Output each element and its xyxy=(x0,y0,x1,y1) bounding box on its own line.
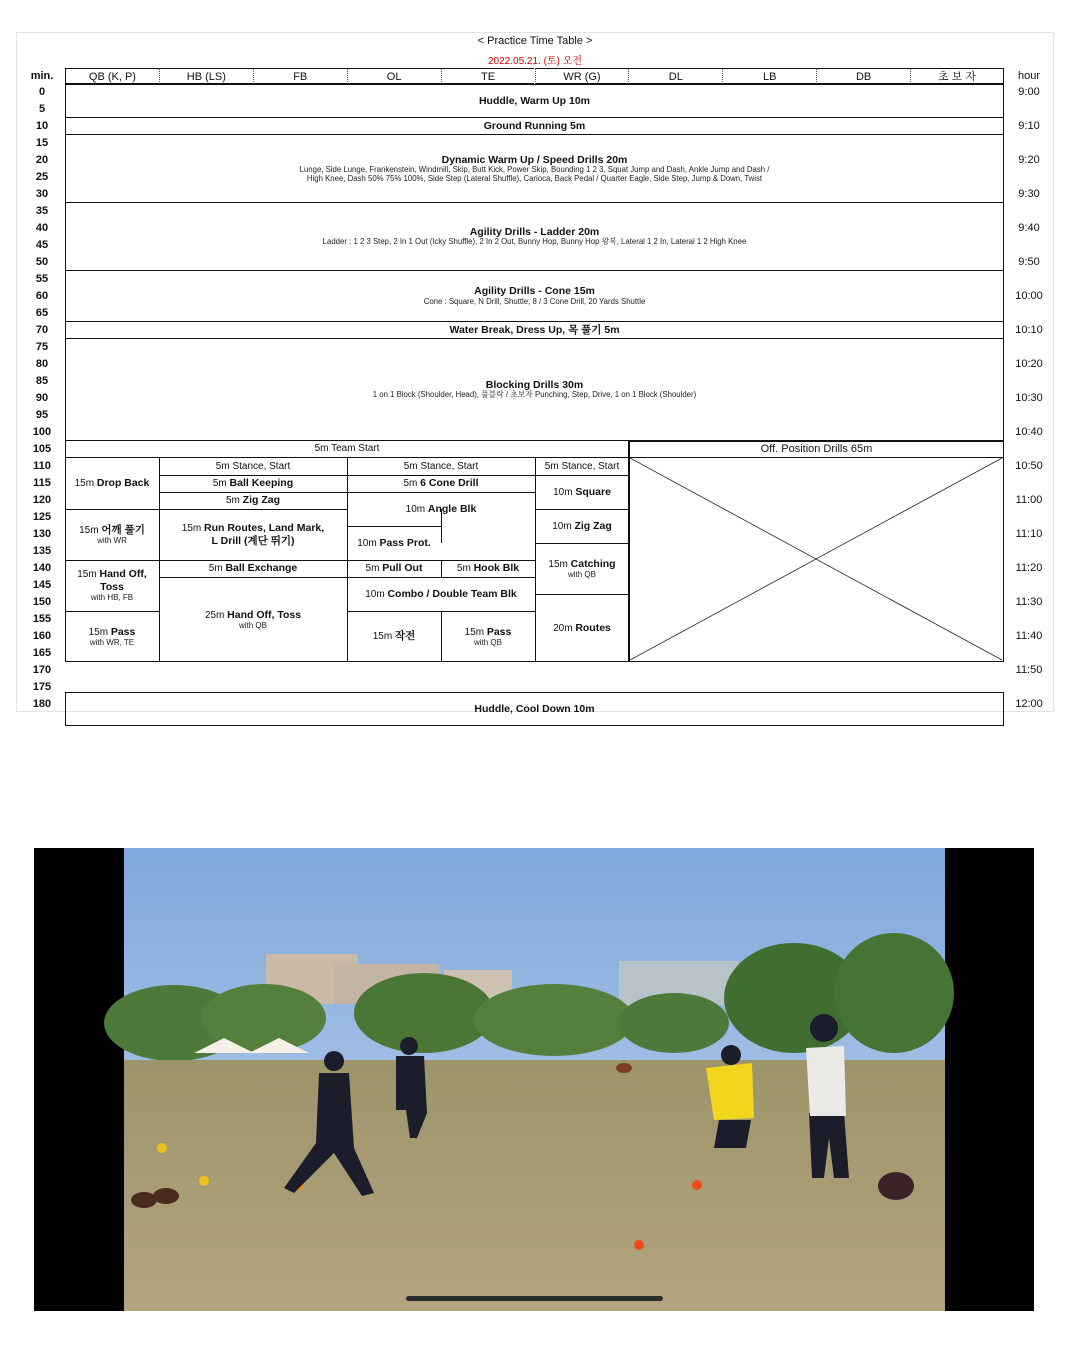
drill-partner: with WR, TE xyxy=(89,638,135,648)
minute-label: 75 xyxy=(35,341,49,353)
photo-content xyxy=(104,848,954,1311)
minute-label: 40 xyxy=(35,222,49,234)
drill-ol-pull-out xyxy=(347,560,441,577)
drill-minutes: 15m xyxy=(74,478,95,490)
minute-label: 50 xyxy=(35,256,49,268)
drill-minutes: 5m xyxy=(403,460,418,472)
drill-te-pass xyxy=(441,611,535,662)
hour-column-header: hour xyxy=(1017,70,1041,82)
drill-minutes: 10m xyxy=(365,588,385,600)
drill-hb-run-routes xyxy=(159,509,347,560)
drill-name: Stance, Start xyxy=(420,460,479,472)
drill-name: 어깨 풀기 xyxy=(101,523,145,536)
session-label: Dynamic Warm Up / Speed Drills 20m xyxy=(441,153,628,166)
drill-name: 작전 xyxy=(394,630,416,643)
drill-name: Pass xyxy=(486,625,512,638)
position-header: OL xyxy=(347,68,441,84)
drill-minutes: 15m xyxy=(548,558,568,570)
minute-label: 120 xyxy=(32,494,52,506)
minute-label: 145 xyxy=(32,579,52,591)
session-huddle-warmup xyxy=(65,84,1004,118)
drill-name: Routes xyxy=(575,621,611,634)
session-label: Huddle, Warm Up 10m xyxy=(478,94,591,107)
hour-label: 9:30 xyxy=(1018,188,1040,200)
drill-ol-six-cone xyxy=(347,475,535,492)
session-detail: 1 on 1 Block (Shoulder, Head), 풀블락 / 초보자 Punching, Step, Drive, 1 on 1 Block (Shoulder) xyxy=(372,390,697,400)
session-label: Agility Drills - Ladder 20m xyxy=(469,225,600,238)
drill-minutes: 5m xyxy=(208,563,223,575)
empty-cross-box xyxy=(629,458,1004,662)
session-blocking-drills xyxy=(65,339,1004,441)
practice-timetable xyxy=(16,32,1054,715)
session-label: Off. Position Drills 65m xyxy=(760,443,873,456)
minute-label: 35 xyxy=(35,205,49,217)
hour-label: 11:00 xyxy=(1015,494,1043,506)
drill-name: Pass xyxy=(110,625,136,638)
drill-name: Drop Back xyxy=(96,477,150,490)
drill-minutes: 15m xyxy=(88,626,109,638)
drill-name: Pass Prot. xyxy=(379,536,431,549)
position-header: TE xyxy=(441,68,535,84)
drill-minutes: 15m xyxy=(79,524,99,536)
drill-ol-stance xyxy=(347,458,535,475)
drill-minutes: 10m xyxy=(357,537,377,549)
minute-label: 45 xyxy=(35,239,49,251)
drill-name: Pull Out xyxy=(382,562,423,575)
minute-label: 175 xyxy=(32,681,52,693)
drill-name: Ball Keeping xyxy=(229,477,294,490)
session-agility-ladder xyxy=(65,203,1004,271)
drill-hb-ball-exchange xyxy=(159,560,347,577)
drill-qb-hand-off xyxy=(65,560,159,611)
minute-label: 15 xyxy=(35,137,49,149)
drill-partner: with WR xyxy=(97,536,127,546)
minute-label: 0 xyxy=(38,86,46,98)
drill-hb-ball-keeping xyxy=(159,475,347,492)
position-header: DL xyxy=(628,68,722,84)
drill-minutes: 5m xyxy=(456,563,471,575)
drill-partner: with QB xyxy=(473,638,502,648)
drill-name: Run Routes, Land Mark, xyxy=(204,522,325,534)
drill-name: 6 Cone Drill xyxy=(420,477,479,490)
session-label: Huddle, Cool Down 10m xyxy=(474,702,595,715)
hour-label: 10:30 xyxy=(1015,392,1043,404)
minute-label: 95 xyxy=(35,409,49,421)
minute-label: 10 xyxy=(35,120,49,132)
minute-label: 110 xyxy=(33,460,51,472)
session-label: Agility Drills - Cone 15m xyxy=(474,285,595,298)
session-detail: High Knee, Dash 50% 75% 100%, Side Step (Lateral Shuffle), Carioca, Back Pedal / Quarter Eagle, Side Step, Jump & Down, Twist xyxy=(306,173,763,183)
session-huddle-cooldown xyxy=(65,692,1004,726)
minute-label: 30 xyxy=(35,188,49,200)
hour-label: 11:20 xyxy=(1015,562,1043,574)
drill-minutes: 10m xyxy=(405,503,426,515)
drill-name: Hand Off, Toss xyxy=(227,608,302,621)
hour-label: 10:10 xyxy=(1015,324,1043,336)
drill-minutes: 10m xyxy=(552,520,572,532)
minute-label: 125 xyxy=(32,511,52,523)
minute-label: 130 xyxy=(32,528,52,540)
hour-label: 11:40 xyxy=(1015,630,1043,642)
drill-qb-drop-back xyxy=(65,458,159,509)
session-label: 5m Team Start xyxy=(314,443,380,455)
drill-wr-catching xyxy=(535,543,629,594)
drill-name: Square xyxy=(575,485,611,498)
practice-photo xyxy=(34,848,1034,1311)
field-scene-illustration xyxy=(34,848,1034,1311)
session-dynamic-warmup xyxy=(65,135,1004,203)
hour-label: 10:50 xyxy=(1015,460,1043,472)
hour-label: 11:30 xyxy=(1015,596,1043,608)
minute-label: 105 xyxy=(32,443,52,455)
minute-label: 160 xyxy=(32,630,52,642)
minute-label: 5 xyxy=(38,103,46,115)
drill-name: Zig Zag xyxy=(242,494,281,507)
timetable-title: < Practice Time Table > xyxy=(477,35,593,47)
drill-minutes: 15m xyxy=(464,626,485,638)
minute-label: 180 xyxy=(32,698,52,710)
drill-name: Stance, Start xyxy=(232,460,291,472)
minute-label: 100 xyxy=(32,426,52,438)
minute-label: 20 xyxy=(35,154,49,166)
hour-label: 11:10 xyxy=(1015,528,1043,540)
drill-minutes: 5m xyxy=(365,563,380,575)
drill-name: Stance, Start xyxy=(561,460,620,472)
minute-label: 80 xyxy=(35,358,49,370)
hour-label: 9:40 xyxy=(1018,222,1040,234)
position-header: DB xyxy=(816,68,910,84)
session-label: Blocking Drills 30m xyxy=(485,378,584,391)
drill-name: Hook Blk xyxy=(473,562,520,575)
drill-minutes: 5m xyxy=(544,460,559,472)
minute-label: 70 xyxy=(35,324,49,336)
drill-minutes: 5m xyxy=(403,478,418,490)
drill-hb-hand-off xyxy=(159,577,347,662)
drill-name: Angle Blk xyxy=(427,502,477,515)
drill-minutes: 5m xyxy=(215,460,230,472)
minute-label: 170 xyxy=(32,664,52,676)
hour-label: 10:00 xyxy=(1015,290,1043,302)
drill-hb-zig-zag xyxy=(159,492,347,509)
drill-minutes: 15m xyxy=(372,631,393,643)
drill-name: Hand Off, xyxy=(99,568,147,581)
session-label: Ground Running 5m xyxy=(483,119,586,132)
hour-label: 9:50 xyxy=(1018,256,1040,268)
drill-ol-pass-prot xyxy=(347,526,441,560)
drill-name: Combo / Double Team Blk xyxy=(387,587,517,600)
session-detail: Lunge, Side Lunge, Frankenstein, Windmill, Skip, Butt Kick, Power Skip, Bounding 1 2 3, Squat Jump and Dash, Ankle Jump and Dash / xyxy=(299,164,770,174)
drill-minutes: 15m xyxy=(181,523,202,534)
minute-label: 150 xyxy=(32,596,52,608)
session-off-position-drills xyxy=(629,441,1004,458)
drill-name: L Drill (계단 뛰기) xyxy=(211,534,295,547)
minute-label: 135 xyxy=(32,545,52,557)
session-water-break xyxy=(65,322,1004,339)
drill-hb-stance xyxy=(159,458,347,475)
timetable-date: 2022.05.21. (토) 오전 xyxy=(487,56,583,67)
drill-minutes: 25m xyxy=(204,609,225,621)
drill-ol-angle-blk xyxy=(347,492,535,526)
min-column-header: min. xyxy=(30,70,54,82)
minute-label: 25 xyxy=(35,171,49,183)
drill-name: Toss xyxy=(100,580,124,593)
minute-label: 55 xyxy=(35,273,49,285)
drill-te-hook-blk xyxy=(441,560,535,577)
minute-label: 65 xyxy=(35,307,49,319)
hour-label: 9:20 xyxy=(1018,154,1040,166)
drill-partner: with HB, FB xyxy=(90,593,134,603)
minute-label: 165 xyxy=(32,647,52,659)
schedule-grid xyxy=(65,67,1004,715)
drill-wr-routes xyxy=(535,594,629,662)
hour-label: 9:10 xyxy=(1018,120,1040,132)
session-detail: Cone : Square, N Drill, Shuttle, 8 / 3 Cone Drill, 20 Yards Shuttle xyxy=(423,296,646,306)
session-agility-cone xyxy=(65,271,1004,322)
drill-minutes: 15m xyxy=(77,569,97,581)
hour-label: 11:50 xyxy=(1015,664,1043,676)
position-header: QB (K, P) xyxy=(65,68,159,84)
drill-ol-combo xyxy=(347,577,535,611)
position-header: WR (G) xyxy=(535,68,629,84)
drill-minutes: 10m xyxy=(553,486,573,498)
drill-name: Catching xyxy=(570,557,616,570)
minute-label: 60 xyxy=(35,290,49,302)
drill-minutes: 20m xyxy=(553,622,573,634)
drill-minutes: 5m xyxy=(225,495,240,507)
position-header: 초 보 자 xyxy=(910,68,1004,84)
cross-lines xyxy=(630,458,1002,660)
minute-label: 140 xyxy=(32,562,52,574)
session-detail: Ladder : 1 2 3 Step, 2 In 1 Out (Icky Shuffle), 2 In 2 Out, Bunny Hop, Bunny Hop 왕복, Lateral 1 2 In, Lateral 1 2 High Knee xyxy=(322,237,747,247)
drill-partner: with QB xyxy=(567,570,596,580)
minute-label: 115 xyxy=(33,477,51,489)
drill-qb-pass xyxy=(65,611,159,662)
drill-name: Ball Exchange xyxy=(225,562,298,575)
minute-label: 85 xyxy=(35,375,49,387)
drill-qb-shoulder xyxy=(65,509,159,560)
drill-minutes: 5m xyxy=(212,478,227,490)
position-header: LB xyxy=(722,68,816,84)
minute-label: 155 xyxy=(32,613,52,625)
drill-partner: with QB xyxy=(238,621,267,631)
hour-label: 9:00 xyxy=(1018,86,1040,98)
drill-wr-stance xyxy=(535,458,629,475)
hour-label: 12:00 xyxy=(1015,698,1043,710)
drill-name: Zig Zag xyxy=(574,519,612,532)
position-header: HB (LS) xyxy=(159,68,253,84)
session-ground-running xyxy=(65,118,1004,135)
session-label: Water Break, Dress Up, 목 풀기 5m xyxy=(449,323,620,336)
session-team-start xyxy=(65,441,629,458)
position-header: FB xyxy=(253,68,347,84)
drill-wr-square xyxy=(535,475,629,509)
hour-label: 10:20 xyxy=(1015,358,1043,370)
hour-label: 10:40 xyxy=(1015,426,1043,438)
drill-ol-tactics xyxy=(347,611,441,662)
drill-wr-zig-zag xyxy=(535,509,629,543)
minute-label: 90 xyxy=(35,392,49,404)
